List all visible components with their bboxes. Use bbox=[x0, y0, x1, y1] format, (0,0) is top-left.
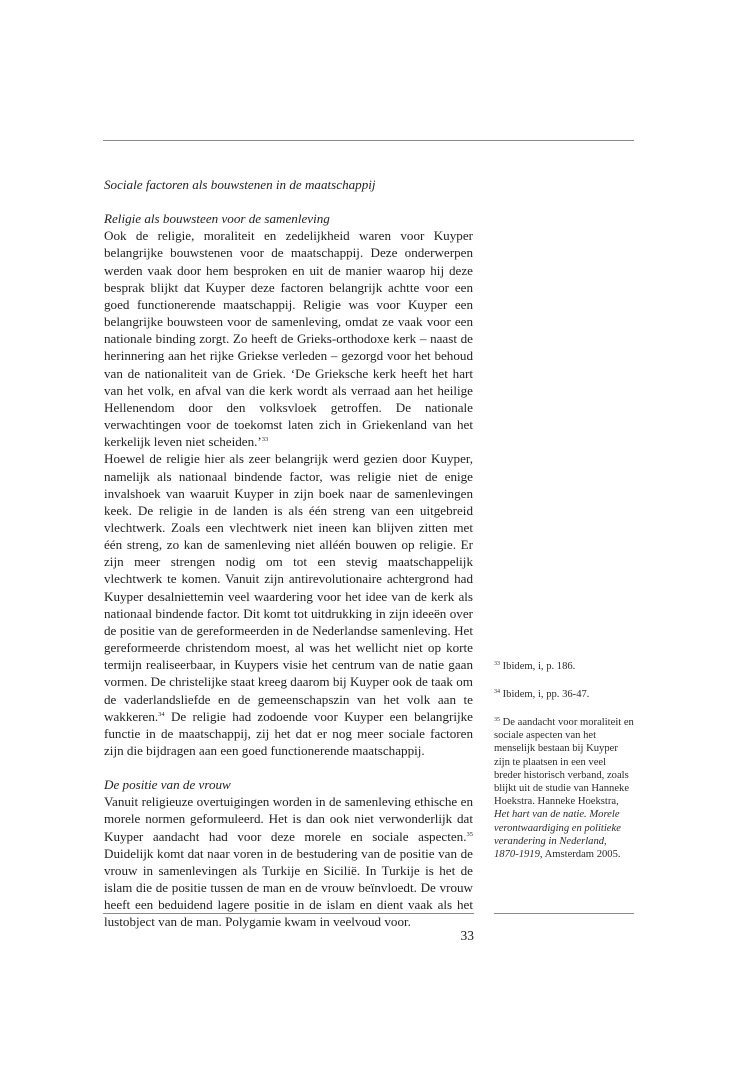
paragraph-text: De religie had zodoende voor Kuyper een belangrijke functie in de maatschappij, zij het dat er nog meer sociale factoren zijn die bijdragen aan een goed functionerende maatschappij. bbox=[104, 708, 473, 758]
page-number: 33 bbox=[460, 928, 474, 943]
spacer bbox=[104, 193, 473, 210]
bottom-rule-main bbox=[103, 913, 474, 914]
footnote-number: 35 bbox=[494, 717, 500, 723]
spacer bbox=[104, 759, 473, 776]
section-title: Sociale factoren als bouwstenen in de maatschappij bbox=[104, 177, 376, 192]
subsection-title-woman: De positie van de vrouw bbox=[104, 777, 231, 793]
footnote-ref-35[interactable]: 35 bbox=[466, 830, 473, 838]
bottom-rule-notes bbox=[494, 913, 634, 914]
paragraph-woman-1 bbox=[104, 793, 473, 930]
footnote-ref-33[interactable]: 33 bbox=[261, 436, 269, 444]
footnote-number: 34 bbox=[494, 689, 500, 695]
footnote-34 bbox=[494, 688, 634, 701]
footnote-ref-34[interactable]: 34 bbox=[158, 710, 165, 718]
footnote-text: De aandacht voor moraliteit en sociale aspecten van het menselijk bestaan bij Kuyper zijn te plaatsen in een veel breder historisch verband, zoals blijkt uit de studie van Hanneke Hoekstra. Hanneke Hoekstra, bbox=[494, 717, 634, 808]
paragraph-text: Vanuit religieuze overtuigingen worden in de samenleving ethische en morele normen geformuleerd. Het is dan ook niet verwonderlijk dat Kuyper aandacht had voor deze morele en sociale aspecten. bbox=[104, 794, 473, 844]
paragraph-text: Ook de religie, moraliteit en zedelijkheid waren voor Kuyper belangrijke bouwstenen voor de maatschappij. Deze onderwerpen werden vaak door hem besproken en uit de manier waarop hij deze besprak blijkt dat Kuyper deze factoren belangrijk achtte voor een goed functionerende maatschappij. Religie was voor Kuyper een belangrijke bouwsteen voor de samenleving, omdat ze vaak voor een nationale binding zorgt. Zo heeft de Grieks-orthodoxe kerk – naast de herinnering aan het rijke Griekse verleden – gezorgd voor het behoud van de nationaliteit van de Griek. ‘De Grieksche kerk heeft het hart van het volk, en afval van die kerk wordt als verraad aan het heilige Hellenendom door den volksvloek getroffen. De nationale verwachtingen voor de toekomst laten zich in Griekenland van het kerkelijk leven niet scheiden.’ bbox=[104, 228, 473, 450]
main-text-column bbox=[104, 176, 473, 931]
footnote-number: 33 bbox=[494, 661, 500, 667]
paragraph-religion-2 bbox=[104, 450, 473, 759]
footnote-35 bbox=[494, 716, 634, 861]
footnote-book-title: Het hart van de natie. Morele verontwaardiging en politieke verandering in Nederland, 1870-1919 bbox=[494, 809, 621, 861]
footnote-33 bbox=[494, 660, 634, 673]
paragraph-religion-1 bbox=[104, 227, 473, 450]
subsection-title-religion: Religie als bouwsteen voor de samenleving bbox=[104, 211, 330, 227]
footnote-text: Ibidem, i, p. 186. bbox=[502, 661, 576, 672]
footnote-text: Ibidem, i, pp. 36-47. bbox=[502, 689, 590, 700]
paragraph-text: Hoewel de religie hier als zeer belangrijk werd gezien door Kuyper, namelijk als nationaal bindende factor, was religie niet de enige invalshoek van waaruit Kuyper in zijn boek naar de samenlevingen keek. De religie in de landen is als één streng van een uitgebreid vlechtwerk. Zoals een vlechtwerk niet ineen kan blijven zitten met één streng, zo kan de samenleving niet alléén bouwen op religie. Er zijn meer strengen nodig om tot een stevig maatschappelijk vlechtwerk te komen. Vanuit zijn antirevolutionaire achtergrond had Kuyper desalniettemin veel waardering voor het idee van de kerk als nationaal bindende factor. Dit komt tot uitdrukking in zijn ideeën over de positie van de gereformeerden in de Nederlandse samenleving. Het gereformeerde christendom moest, al was het wellicht niet op korte termijn realiseerbaar, in Kuypers visie het centrum van de natie gaan vormen. De christelijke staat kreeg daarom bij Kuyper ook de taak om de vaderlandsliefde en de gemeenschapszin van het volk aan te wakkeren. bbox=[104, 451, 473, 724]
top-rule bbox=[103, 140, 634, 141]
paragraph-text: Duidelijk komt dat naar voren in de bestudering van de positie van de vrouw in samenlevingen als Turkije en Sicilië. In Turkije is het de islam die de positie tussen de man en de vrouw beïnvloedt. De vrouw heeft een beduidend lagere positie in de islam en dient vaak als het lustobject van de man. Polygamie kwam in veelvoud voor. bbox=[104, 845, 473, 930]
footnote-text: , Amsterdam 2005. bbox=[539, 849, 621, 861]
